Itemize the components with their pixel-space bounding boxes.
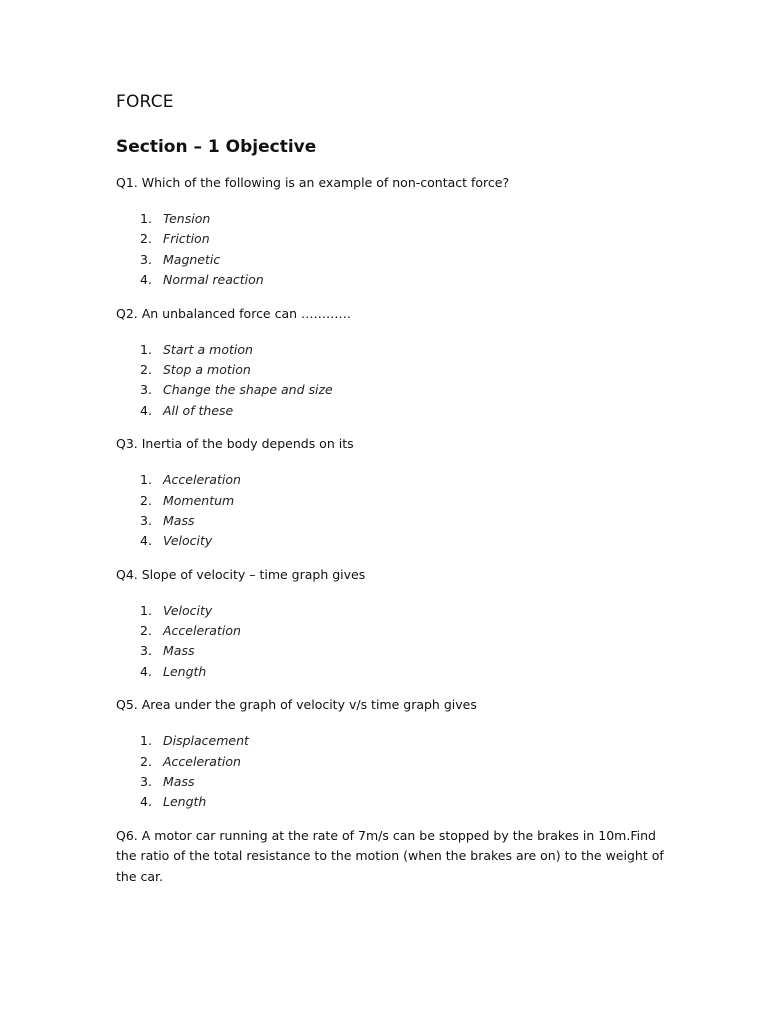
option-number: 1. (140, 472, 152, 488)
option-number: 4. (140, 402, 152, 418)
option-item (116, 401, 676, 421)
question-list (116, 173, 676, 887)
option-number: 4. (140, 794, 152, 810)
option-text: Mass (163, 512, 195, 528)
option-list (116, 209, 676, 291)
option-item (116, 340, 676, 360)
option-text: Velocity (163, 533, 213, 549)
option-text: All of these (163, 402, 234, 418)
option-text: Velocity (163, 602, 213, 618)
option-text: Normal reaction (163, 272, 264, 288)
option-number: 1. (140, 211, 152, 226)
question-1 (116, 173, 676, 291)
option-item (116, 511, 676, 531)
option-item (116, 772, 676, 792)
option-text: Start a motion (163, 341, 253, 357)
option-number: 2. (140, 231, 152, 247)
option-item (116, 470, 676, 490)
option-text: Length (163, 794, 207, 810)
option-text: Acceleration (163, 472, 241, 488)
option-text: Momentum (163, 492, 235, 508)
option-text: Displacement (163, 733, 249, 749)
option-text: Length (163, 663, 207, 679)
option-number: 2. (140, 623, 152, 639)
option-number: 4. (140, 663, 152, 679)
option-text: Tension (163, 211, 211, 226)
option-item (116, 792, 676, 812)
section-heading: Section – 1 Objective (116, 137, 317, 157)
option-item (116, 270, 676, 290)
option-item (116, 491, 676, 511)
option-item (116, 380, 676, 400)
option-list (116, 340, 676, 422)
document-page (116, 88, 676, 887)
option-item (116, 641, 676, 661)
option-number: 2. (140, 492, 152, 508)
option-text: Stop a motion (163, 361, 251, 377)
document-title: FORCE (116, 92, 174, 112)
option-item (116, 229, 676, 249)
question-text: Q5. Area under the graph of velocity v/s time graph gives (116, 697, 477, 713)
option-item (116, 360, 676, 380)
option-text: Change the shape and size (163, 382, 333, 398)
question-5 (116, 695, 676, 813)
option-number: 3. (140, 251, 152, 267)
option-item (116, 621, 676, 641)
option-number: 1. (140, 733, 152, 749)
option-number: 4. (140, 272, 152, 288)
option-text: Friction (163, 231, 210, 247)
option-item (116, 662, 676, 682)
option-text: Acceleration (163, 623, 241, 639)
question-6 (116, 826, 676, 888)
option-number: 3. (140, 643, 152, 659)
option-number: 2. (140, 361, 152, 377)
option-number: 1. (140, 341, 152, 357)
option-item (116, 731, 676, 751)
option-number: 3. (140, 382, 152, 398)
question-2 (116, 304, 676, 422)
question-text: Q3. Inertia of the body depends on its (116, 436, 354, 452)
option-item (116, 601, 676, 621)
option-text: Mass (163, 643, 195, 659)
option-list (116, 731, 676, 813)
option-item (116, 752, 676, 772)
option-number: 2. (140, 753, 152, 769)
option-list (116, 601, 676, 683)
question-4 (116, 565, 676, 683)
option-list (116, 470, 676, 552)
option-text: Acceleration (163, 753, 241, 769)
question-text: Q6. A motor car running at the rate of 7m/s can be stopped by the brakes in 10m.Find the ratio of the total resistance to the motion (when the brakes are on) to the weight of the car. (116, 827, 664, 884)
option-number: 4. (140, 533, 152, 549)
option-item (116, 531, 676, 551)
option-number: 3. (140, 512, 152, 528)
option-item (116, 209, 676, 229)
option-number: 3. (140, 774, 152, 790)
option-text: Mass (163, 774, 195, 790)
option-number: 1. (140, 602, 152, 618)
question-text: Q1. Which of the following is an example of non-contact force? (116, 175, 510, 190)
option-item (116, 250, 676, 270)
question-text: Q2. An unbalanced force can ………… (116, 305, 352, 321)
option-text: Magnetic (163, 251, 221, 267)
question-3 (116, 434, 676, 552)
question-text: Q4. Slope of velocity – time graph gives (116, 566, 366, 582)
